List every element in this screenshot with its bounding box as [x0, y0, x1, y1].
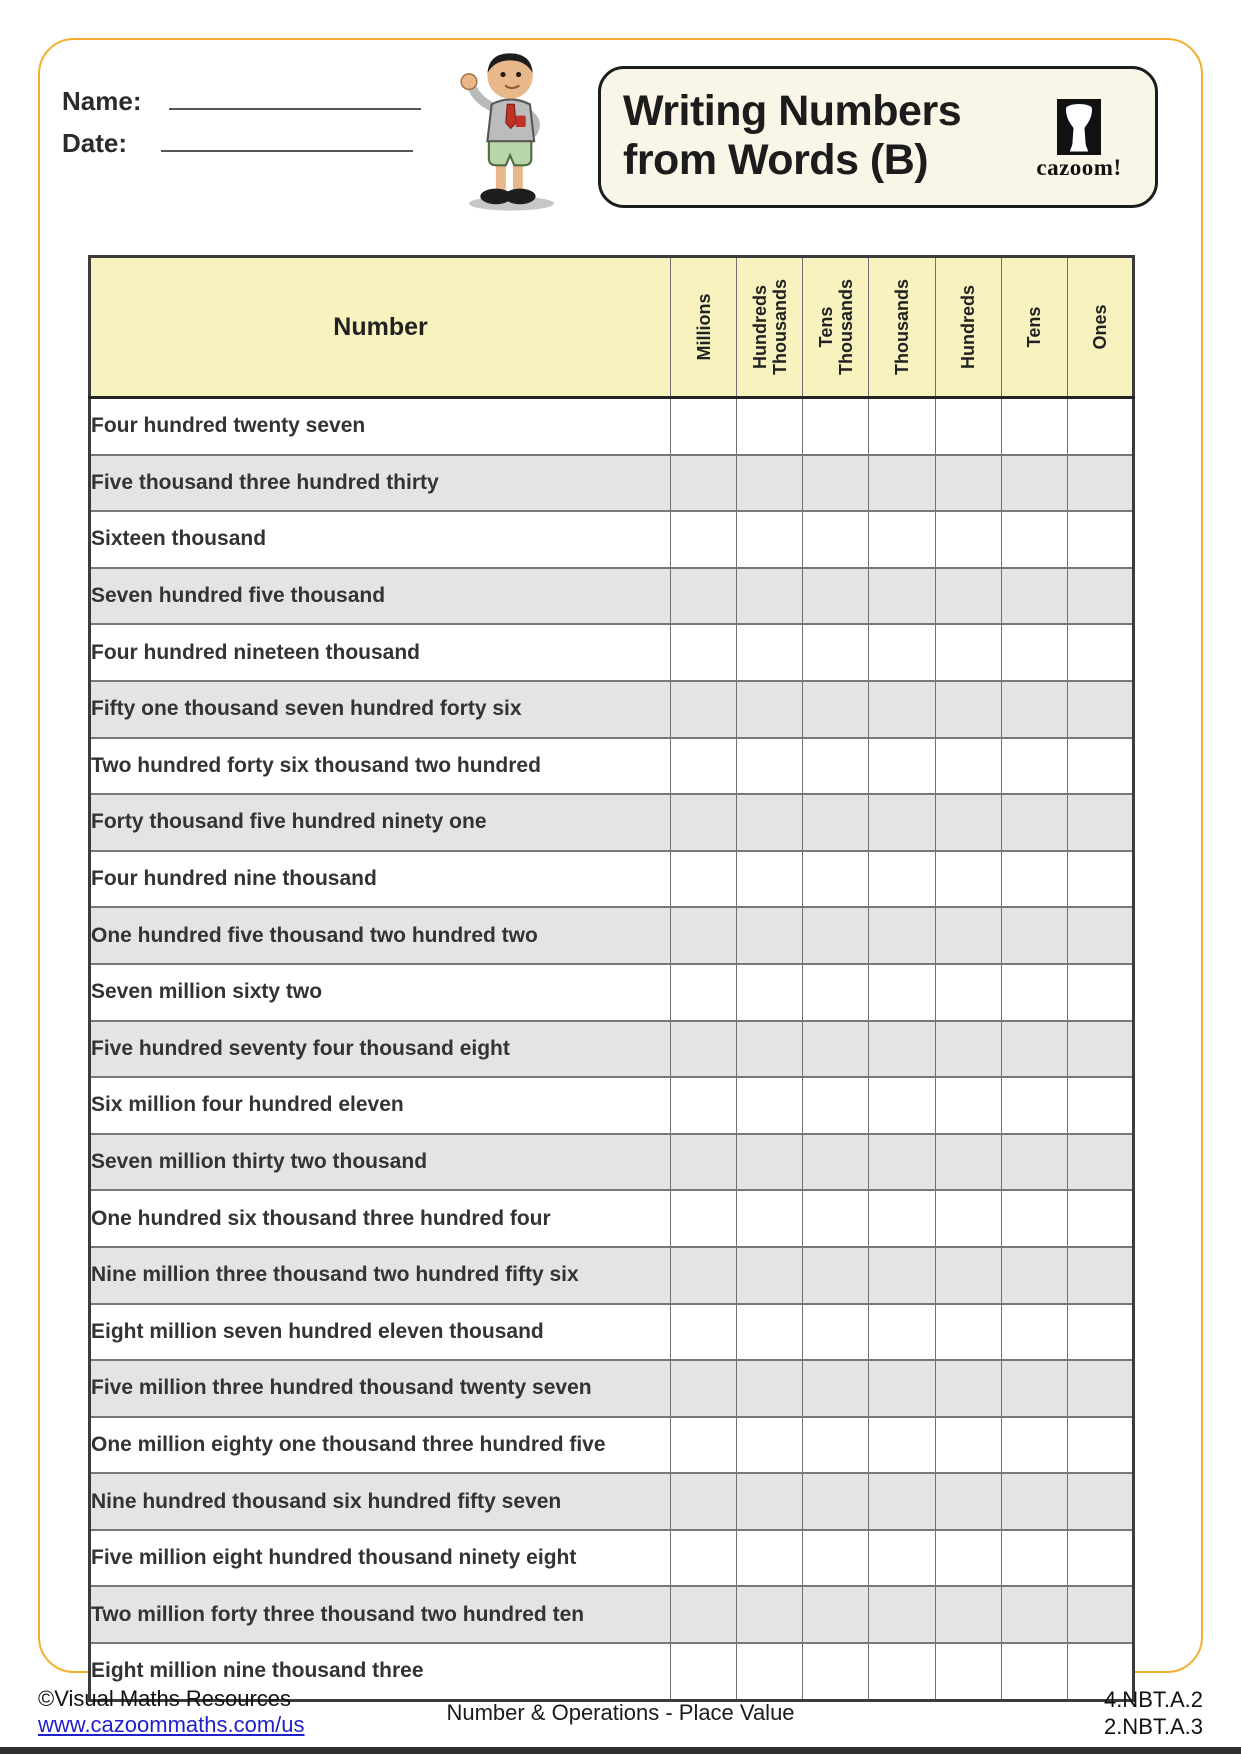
- answer-cell[interactable]: [671, 511, 737, 568]
- answer-cell[interactable]: [737, 1473, 803, 1530]
- answer-cell[interactable]: [869, 1643, 935, 1700]
- answer-cell[interactable]: [737, 568, 803, 625]
- footer-standard-1: 4.NBT.A.2: [1103, 1687, 1203, 1712]
- name-input-line[interactable]: [169, 107, 421, 110]
- answer-cell[interactable]: [803, 1473, 869, 1530]
- column-header-tens: Tens: [1001, 257, 1067, 398]
- answer-cell[interactable]: [737, 1021, 803, 1078]
- answer-cell[interactable]: [803, 1530, 869, 1587]
- worksheet-title: [623, 87, 961, 185]
- answer-cell[interactable]: [671, 398, 737, 455]
- answer-cell[interactable]: [935, 1473, 1001, 1530]
- answer-cell[interactable]: [671, 1417, 737, 1474]
- answer-cell[interactable]: [803, 738, 869, 795]
- answer-cell[interactable]: [671, 1643, 737, 1700]
- answer-cell[interactable]: [869, 1304, 935, 1361]
- answer-cell[interactable]: [803, 568, 869, 625]
- table-row: [90, 1077, 1134, 1134]
- answer-cell[interactable]: [737, 907, 803, 964]
- answer-cell[interactable]: [1001, 1473, 1067, 1530]
- answer-cell[interactable]: [1067, 1360, 1133, 1417]
- answer-cell[interactable]: [935, 568, 1001, 625]
- answer-cell[interactable]: [803, 851, 869, 908]
- answer-cell[interactable]: [869, 511, 935, 568]
- answer-cell[interactable]: [737, 1530, 803, 1587]
- answer-cell[interactable]: [935, 455, 1001, 512]
- table-row: [90, 511, 1134, 568]
- answer-cell[interactable]: [671, 1247, 737, 1304]
- answer-cell[interactable]: [737, 1417, 803, 1474]
- number-words-cell: Five thousand three hundred thirty: [90, 455, 671, 512]
- number-words-cell: Seven hundred five thousand: [90, 568, 671, 625]
- footer-copyright: ©Visual Maths Resources: [38, 1686, 292, 1711]
- answer-cell[interactable]: [1001, 1304, 1067, 1361]
- answer-cell[interactable]: [1067, 455, 1133, 512]
- answer-cell[interactable]: [803, 1021, 869, 1078]
- answer-cell[interactable]: [1001, 964, 1067, 1021]
- answer-cell[interactable]: [671, 1304, 737, 1361]
- number-words-cell: Sixteen thousand: [90, 511, 671, 568]
- answer-cell[interactable]: [869, 455, 935, 512]
- answer-cell[interactable]: [671, 964, 737, 1021]
- answer-cell[interactable]: [1067, 681, 1133, 738]
- number-words-cell: Six million four hundred eleven: [90, 1077, 671, 1134]
- number-words-cell: Two hundred forty six thousand two hundred: [90, 738, 671, 795]
- table-row: [90, 794, 1134, 851]
- number-words-cell: Four hundred nineteen thousand: [90, 624, 671, 681]
- table-row: [90, 681, 1134, 738]
- answer-cell[interactable]: [671, 1360, 737, 1417]
- answer-cell[interactable]: [671, 1077, 737, 1134]
- table-row: [90, 1304, 1134, 1361]
- answer-cell[interactable]: [1001, 1190, 1067, 1247]
- drum-icon: [1057, 99, 1101, 155]
- answer-cell[interactable]: [935, 1190, 1001, 1247]
- answer-cell[interactable]: [803, 1247, 869, 1304]
- answer-cell[interactable]: [737, 1643, 803, 1700]
- answer-cell[interactable]: [869, 1134, 935, 1191]
- answer-cell[interactable]: [869, 1077, 935, 1134]
- answer-cell[interactable]: [869, 1530, 935, 1587]
- logo-text: cazoom!: [1036, 155, 1122, 180]
- answer-cell[interactable]: [1067, 907, 1133, 964]
- number-words-cell: Four hundred nine thousand: [90, 851, 671, 908]
- number-words-cell: Seven million sixty two: [90, 964, 671, 1021]
- answer-cell[interactable]: [869, 1586, 935, 1643]
- table-row: [90, 851, 1134, 908]
- answer-cell[interactable]: [737, 1360, 803, 1417]
- answer-cell[interactable]: [1001, 907, 1067, 964]
- answer-cell[interactable]: [803, 1190, 869, 1247]
- answer-cell[interactable]: [869, 1021, 935, 1078]
- answer-cell[interactable]: [1067, 1530, 1133, 1587]
- answer-cell[interactable]: [803, 1134, 869, 1191]
- answer-cell[interactable]: [1001, 1586, 1067, 1643]
- answer-cell[interactable]: [803, 1586, 869, 1643]
- answer-cell[interactable]: [935, 624, 1001, 681]
- answer-cell[interactable]: [737, 964, 803, 1021]
- footer-topic: Number & Operations - Place Value: [446, 1700, 795, 1725]
- answer-cell[interactable]: [803, 1360, 869, 1417]
- answer-cell[interactable]: [1067, 794, 1133, 851]
- answer-cell[interactable]: [935, 1134, 1001, 1191]
- column-header-ones: Ones: [1067, 257, 1133, 398]
- answer-cell[interactable]: [671, 1190, 737, 1247]
- answer-cell[interactable]: [1067, 738, 1133, 795]
- table-row: [90, 1417, 1134, 1474]
- answer-cell[interactable]: [1001, 1360, 1067, 1417]
- answer-cell[interactable]: [869, 624, 935, 681]
- answer-cell[interactable]: [1067, 1021, 1133, 1078]
- answer-cell[interactable]: [737, 794, 803, 851]
- answer-cell[interactable]: [671, 1134, 737, 1191]
- answer-cell[interactable]: [737, 738, 803, 795]
- answer-cell[interactable]: [1001, 1417, 1067, 1474]
- table-row: [90, 738, 1134, 795]
- answer-cell[interactable]: [869, 964, 935, 1021]
- answer-cell[interactable]: [869, 1417, 935, 1474]
- answer-cell[interactable]: [1001, 794, 1067, 851]
- answer-cell[interactable]: [803, 907, 869, 964]
- number-words-cell: Nine million three thousand two hundred fifty six: [90, 1247, 671, 1304]
- answer-cell[interactable]: [1067, 568, 1133, 625]
- answer-cell[interactable]: [803, 398, 869, 455]
- answer-cell[interactable]: [1001, 851, 1067, 908]
- header-row: [90, 257, 1134, 398]
- answer-cell[interactable]: [1067, 964, 1133, 1021]
- answer-cell[interactable]: [1001, 681, 1067, 738]
- number-words-cell: Fifty one thousand seven hundred forty six: [90, 681, 671, 738]
- worksheet-table: [88, 255, 1135, 1702]
- table-row: [90, 1530, 1134, 1587]
- number-words-cell: Seven million thirty two thousand: [90, 1134, 671, 1191]
- answer-cell[interactable]: [803, 964, 869, 1021]
- answer-cell[interactable]: [869, 1360, 935, 1417]
- answer-cell[interactable]: [737, 1304, 803, 1361]
- answer-cell[interactable]: [1067, 1417, 1133, 1474]
- column-header-thousands: Thousands: [869, 257, 935, 398]
- answer-cell[interactable]: [737, 1077, 803, 1134]
- table-row: [90, 455, 1134, 512]
- number-words-cell: Eight million nine thousand three: [90, 1643, 671, 1700]
- answer-cell[interactable]: [869, 794, 935, 851]
- answer-cell[interactable]: [671, 1473, 737, 1530]
- answer-cell[interactable]: [869, 681, 935, 738]
- answer-cell[interactable]: [869, 568, 935, 625]
- answer-cell[interactable]: [1067, 1190, 1133, 1247]
- answer-cell[interactable]: [869, 738, 935, 795]
- table-row: [90, 1190, 1134, 1247]
- answer-cell[interactable]: [1001, 398, 1067, 455]
- answer-cell[interactable]: [1067, 1304, 1133, 1361]
- answer-cell[interactable]: [1001, 1077, 1067, 1134]
- table-row: [90, 1360, 1134, 1417]
- answer-cell[interactable]: [671, 455, 737, 512]
- name-label: Name:: [62, 86, 142, 116]
- table-row: [90, 1134, 1134, 1191]
- number-words-cell: Five million eight hundred thousand ninety eight: [90, 1530, 671, 1587]
- answer-cell[interactable]: [869, 1190, 935, 1247]
- number-words-cell: One million eighty one thousand three hundred five: [90, 1417, 671, 1474]
- date-label: Date:: [62, 128, 128, 158]
- answer-cell[interactable]: [1001, 738, 1067, 795]
- answer-cell[interactable]: [935, 1586, 1001, 1643]
- answer-cell[interactable]: [935, 1417, 1001, 1474]
- answer-cell[interactable]: [671, 907, 737, 964]
- answer-cell[interactable]: [737, 1134, 803, 1191]
- table-row: [90, 907, 1134, 964]
- number-words-cell: Five million three hundred thousand twenty seven: [90, 1360, 671, 1417]
- column-header-hundreds-thousands: Hundreds Thousands: [737, 257, 803, 398]
- table-row: [90, 624, 1134, 681]
- column-header-hundreds: Hundreds: [935, 257, 1001, 398]
- table-row: [90, 1586, 1134, 1643]
- table-row: [90, 1247, 1134, 1304]
- date-input-line[interactable]: [161, 149, 413, 152]
- answer-cell[interactable]: [935, 964, 1001, 1021]
- answer-cell[interactable]: [671, 794, 737, 851]
- boy-illustration: [430, 42, 576, 212]
- number-words-cell: Five hundred seventy four thousand eight: [90, 1021, 671, 1078]
- answer-cell[interactable]: [1001, 568, 1067, 625]
- answer-cell[interactable]: [1001, 1530, 1067, 1587]
- table-row: [90, 1021, 1134, 1078]
- answer-cell[interactable]: [671, 568, 737, 625]
- answer-cell[interactable]: [1067, 851, 1133, 908]
- worksheet-title-box: [598, 66, 1158, 208]
- answer-cell[interactable]: [935, 851, 1001, 908]
- footer-standard-2: 2.NBT.A.3: [1103, 1714, 1203, 1739]
- answer-cell[interactable]: [1067, 1077, 1133, 1134]
- answer-cell[interactable]: [1067, 1473, 1133, 1530]
- answer-cell[interactable]: [1001, 1134, 1067, 1191]
- answer-cell[interactable]: [671, 624, 737, 681]
- answer-cell[interactable]: [1001, 1021, 1067, 1078]
- answer-cell[interactable]: [737, 1586, 803, 1643]
- answer-cell[interactable]: [935, 1530, 1001, 1587]
- answer-cell[interactable]: [1067, 1586, 1133, 1643]
- title-line-2: from Words (B): [623, 136, 929, 184]
- column-header-tens-thousands: Tens Thousands: [803, 257, 869, 398]
- answer-cell[interactable]: [671, 1530, 737, 1587]
- answer-cell[interactable]: [803, 624, 869, 681]
- answer-cell[interactable]: [1067, 1247, 1133, 1304]
- answer-cell[interactable]: [737, 398, 803, 455]
- answer-cell[interactable]: [803, 1077, 869, 1134]
- answer-cell[interactable]: [671, 681, 737, 738]
- answer-cell[interactable]: [935, 738, 1001, 795]
- answer-cell[interactable]: [935, 907, 1001, 964]
- table-row: [90, 964, 1134, 1021]
- answer-cell[interactable]: [671, 738, 737, 795]
- answer-cell[interactable]: [1067, 511, 1133, 568]
- answer-cell[interactable]: [935, 681, 1001, 738]
- answer-cell[interactable]: [935, 1247, 1001, 1304]
- answer-cell[interactable]: [935, 1360, 1001, 1417]
- answer-cell[interactable]: [869, 1247, 935, 1304]
- answer-cell[interactable]: [737, 1247, 803, 1304]
- answer-cell[interactable]: [935, 1643, 1001, 1700]
- answer-cell[interactable]: [1001, 511, 1067, 568]
- answer-cell[interactable]: [935, 794, 1001, 851]
- answer-cell[interactable]: [803, 1643, 869, 1700]
- answer-cell[interactable]: [803, 455, 869, 512]
- column-header-millions: Millions: [671, 257, 737, 398]
- number-words-cell: Two million forty three thousand two hundred ten: [90, 1586, 671, 1643]
- number-words-cell: One hundred five thousand two hundred two: [90, 907, 671, 964]
- answer-cell[interactable]: [935, 1021, 1001, 1078]
- answer-cell[interactable]: [1001, 1643, 1067, 1700]
- answer-cell[interactable]: [869, 1473, 935, 1530]
- answer-cell[interactable]: [737, 511, 803, 568]
- number-words-cell: Eight million seven hundred eleven thousand: [90, 1304, 671, 1361]
- answer-cell[interactable]: [1067, 398, 1133, 455]
- answer-cell[interactable]: [935, 511, 1001, 568]
- answer-cell[interactable]: [737, 455, 803, 512]
- number-words-cell: Four hundred twenty seven: [90, 398, 671, 455]
- answer-cell[interactable]: [1001, 455, 1067, 512]
- answer-cell[interactable]: [737, 681, 803, 738]
- cazoom-logo: [1031, 99, 1127, 181]
- answer-cell[interactable]: [737, 624, 803, 681]
- number-words-cell: Nine hundred thousand six hundred fifty seven: [90, 1473, 671, 1530]
- answer-cell[interactable]: [935, 1077, 1001, 1134]
- answer-cell[interactable]: [1001, 1247, 1067, 1304]
- answer-cell[interactable]: [869, 851, 935, 908]
- table-row: [90, 568, 1134, 625]
- answer-cell[interactable]: [1067, 624, 1133, 681]
- answer-cell[interactable]: [737, 1190, 803, 1247]
- answer-cell[interactable]: [737, 851, 803, 908]
- answer-cell[interactable]: [935, 1304, 1001, 1361]
- answer-cell[interactable]: [803, 794, 869, 851]
- answer-cell[interactable]: [803, 1304, 869, 1361]
- answer-cell[interactable]: [935, 398, 1001, 455]
- answer-cell[interactable]: [803, 681, 869, 738]
- answer-cell[interactable]: [671, 851, 737, 908]
- bottom-bar: [0, 1747, 1241, 1754]
- answer-cell[interactable]: [1001, 624, 1067, 681]
- table-row: [90, 398, 1134, 455]
- answer-cell[interactable]: [671, 1586, 737, 1643]
- answer-cell[interactable]: [803, 1417, 869, 1474]
- answer-cell[interactable]: [803, 511, 869, 568]
- number-words-cell: Forty thousand five hundred ninety one: [90, 794, 671, 851]
- answer-cell[interactable]: [869, 398, 935, 455]
- table-row: [90, 1473, 1134, 1530]
- title-line-1: Writing Numbers: [623, 87, 962, 135]
- answer-cell[interactable]: [1067, 1134, 1133, 1191]
- number-words-cell: One hundred six thousand three hundred four: [90, 1190, 671, 1247]
- footer-website-link[interactable]: www.cazoommaths.com/us: [38, 1712, 305, 1737]
- answer-cell[interactable]: [671, 1021, 737, 1078]
- number-column-header: Number: [90, 257, 671, 398]
- answer-cell[interactable]: [869, 907, 935, 964]
